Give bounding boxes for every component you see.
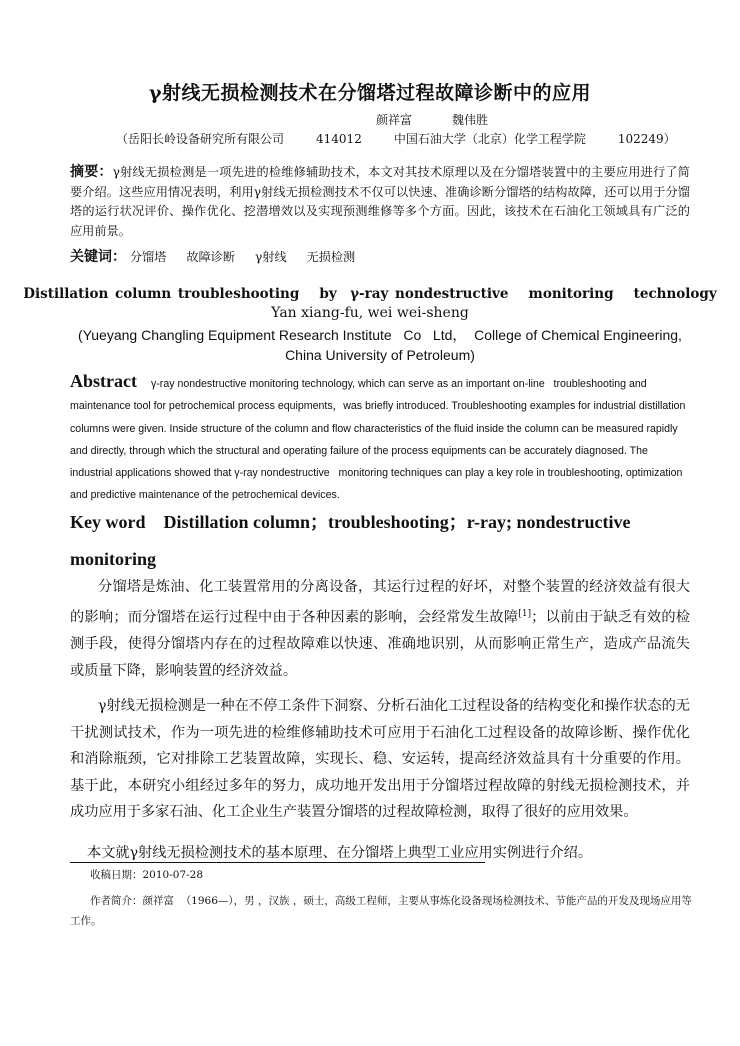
footnote-divider	[70, 862, 485, 863]
english-title: Distillation column troubleshooting by γ-ray nondestructive monitoring technology	[23, 286, 717, 302]
paragraph-text: ；以前由于缺乏有效的检测手段，使得分馏塔内存在的过程故障难以快速、准确地识别，从而影响正常生产，造成产品流失或质量下降，影响装置的经济效益。	[70, 609, 690, 679]
english-authors: Yan xiang-fu, wei wei-sheng	[271, 305, 469, 321]
citation-ref: [1]	[518, 608, 532, 619]
body-paragraph: 本文就γ射线无损检测技术的基本原理、在分馏塔上典型工业应用实例进行介绍。	[87, 845, 593, 861]
author-bio-footnote: 作者简介：颜祥富 （1966—），男 ，汉族 ，硕士，高级工程师，主要从事炼化设备现场检测技术、节能产品的开发及现场应用等工作。	[70, 895, 692, 927]
chinese-abstract	[70, 163, 690, 241]
body-paragraph: γ射线无损检测是一种在不停工条件下洞察、分析石油化工过程设备的结构变化和操作状态的无干扰测试技术，作为一项先进的检维修辅助技术可应用于石油化工过程设备的故障诊断、操作优化和消除瓶颈，它对排除工艺装置故障，实现长、稳、安运转，提高经济效益具有十分重要的作用。基于此，本研究小组经过多年的努力，成功地开发出用于分馏塔过程故障的射线无损检测技术，并成功应用于多家石油、化工企业生产装置分馏塔的过程故障检测，取得了很好的应用效果。	[70, 698, 690, 821]
author-list	[376, 111, 528, 128]
abstract-text: γ射线无损检测是一项先进的检维修辅助技术，本文对其技术原理以及在分馏塔装置中的主要应用进行了简要介绍。这些应用情况表明，利用γ射线无损检测技术不仅可以快速、准确诊断分馏塔的结构故障，还可以用于分馏塔的运行状况评价、操作优化、挖潜增效以及实现预测维修等多个方面。因此，该技术在石油化工领域具有广泛的应用前景。	[70, 165, 690, 238]
keyword: 分馏塔	[129, 250, 167, 264]
affiliation-org: （岳阳长岭设备研究所有限公司	[116, 132, 285, 146]
abstract-label: Abstract	[70, 371, 137, 391]
received-date: 收稿日期：2010-07-28	[90, 869, 204, 881]
keyword: 故障诊断	[186, 250, 236, 264]
english-abstract	[70, 370, 692, 507]
affiliation-org: 中国石油大学（北京）化学工程学院	[393, 132, 586, 146]
chinese-keywords	[70, 246, 371, 266]
keywords-label: 关键词：	[70, 249, 126, 265]
keyword: γ射线	[254, 250, 287, 264]
english-keywords: Key word Distillation column；troubleshooting；r-ray; nondestructive monitoring	[70, 512, 635, 569]
affiliation	[116, 130, 676, 147]
paragraph-text: 分馏塔是炼油、化工装置常用的分离设备，其运行过程的好坏，对整个装置的经济效益有很大的影响；而分馏塔在运行过程中由于各种因素的影响，会经常发生故障	[70, 579, 690, 626]
paper-title: γ射线无损检测技术在分馏塔过程故障诊断中的应用	[148, 82, 592, 104]
author-name: 魏伟胜	[452, 113, 489, 127]
english-affiliation: (Yueyang Changling Equipment Research Institute Co Ltd， College of Chemical Engineering, China University of Petroleum)	[78, 327, 686, 363]
body-paragraph	[70, 574, 690, 684]
keyword: 无损检测	[306, 250, 356, 264]
abstract-label: 摘要：	[70, 164, 113, 180]
affiliation-zip: 414012	[316, 132, 362, 146]
affiliation-zip: 102249）	[617, 132, 676, 146]
author-name: 颜祥富	[376, 113, 413, 127]
abstract-text: γ-ray nondestructive monitoring technology, which can serve as an important on-line troubleshooting and maintenance tool for petrochemical process equipments，was briefly introduced. Troubleshooting examples for industrial distillation columns were given. Inside structure of the column and flow characteristics of the fluid inside the column can be measured rapidly and directly, through which the structural and operating failure of the process equipments can be accurately diagnosed. The industrial applications showed that γ-ray nondestructive monitoring techniques can play a key role in troubleshooting, optimization and predictive maintenance of the petrochemical devices.	[70, 378, 689, 502]
